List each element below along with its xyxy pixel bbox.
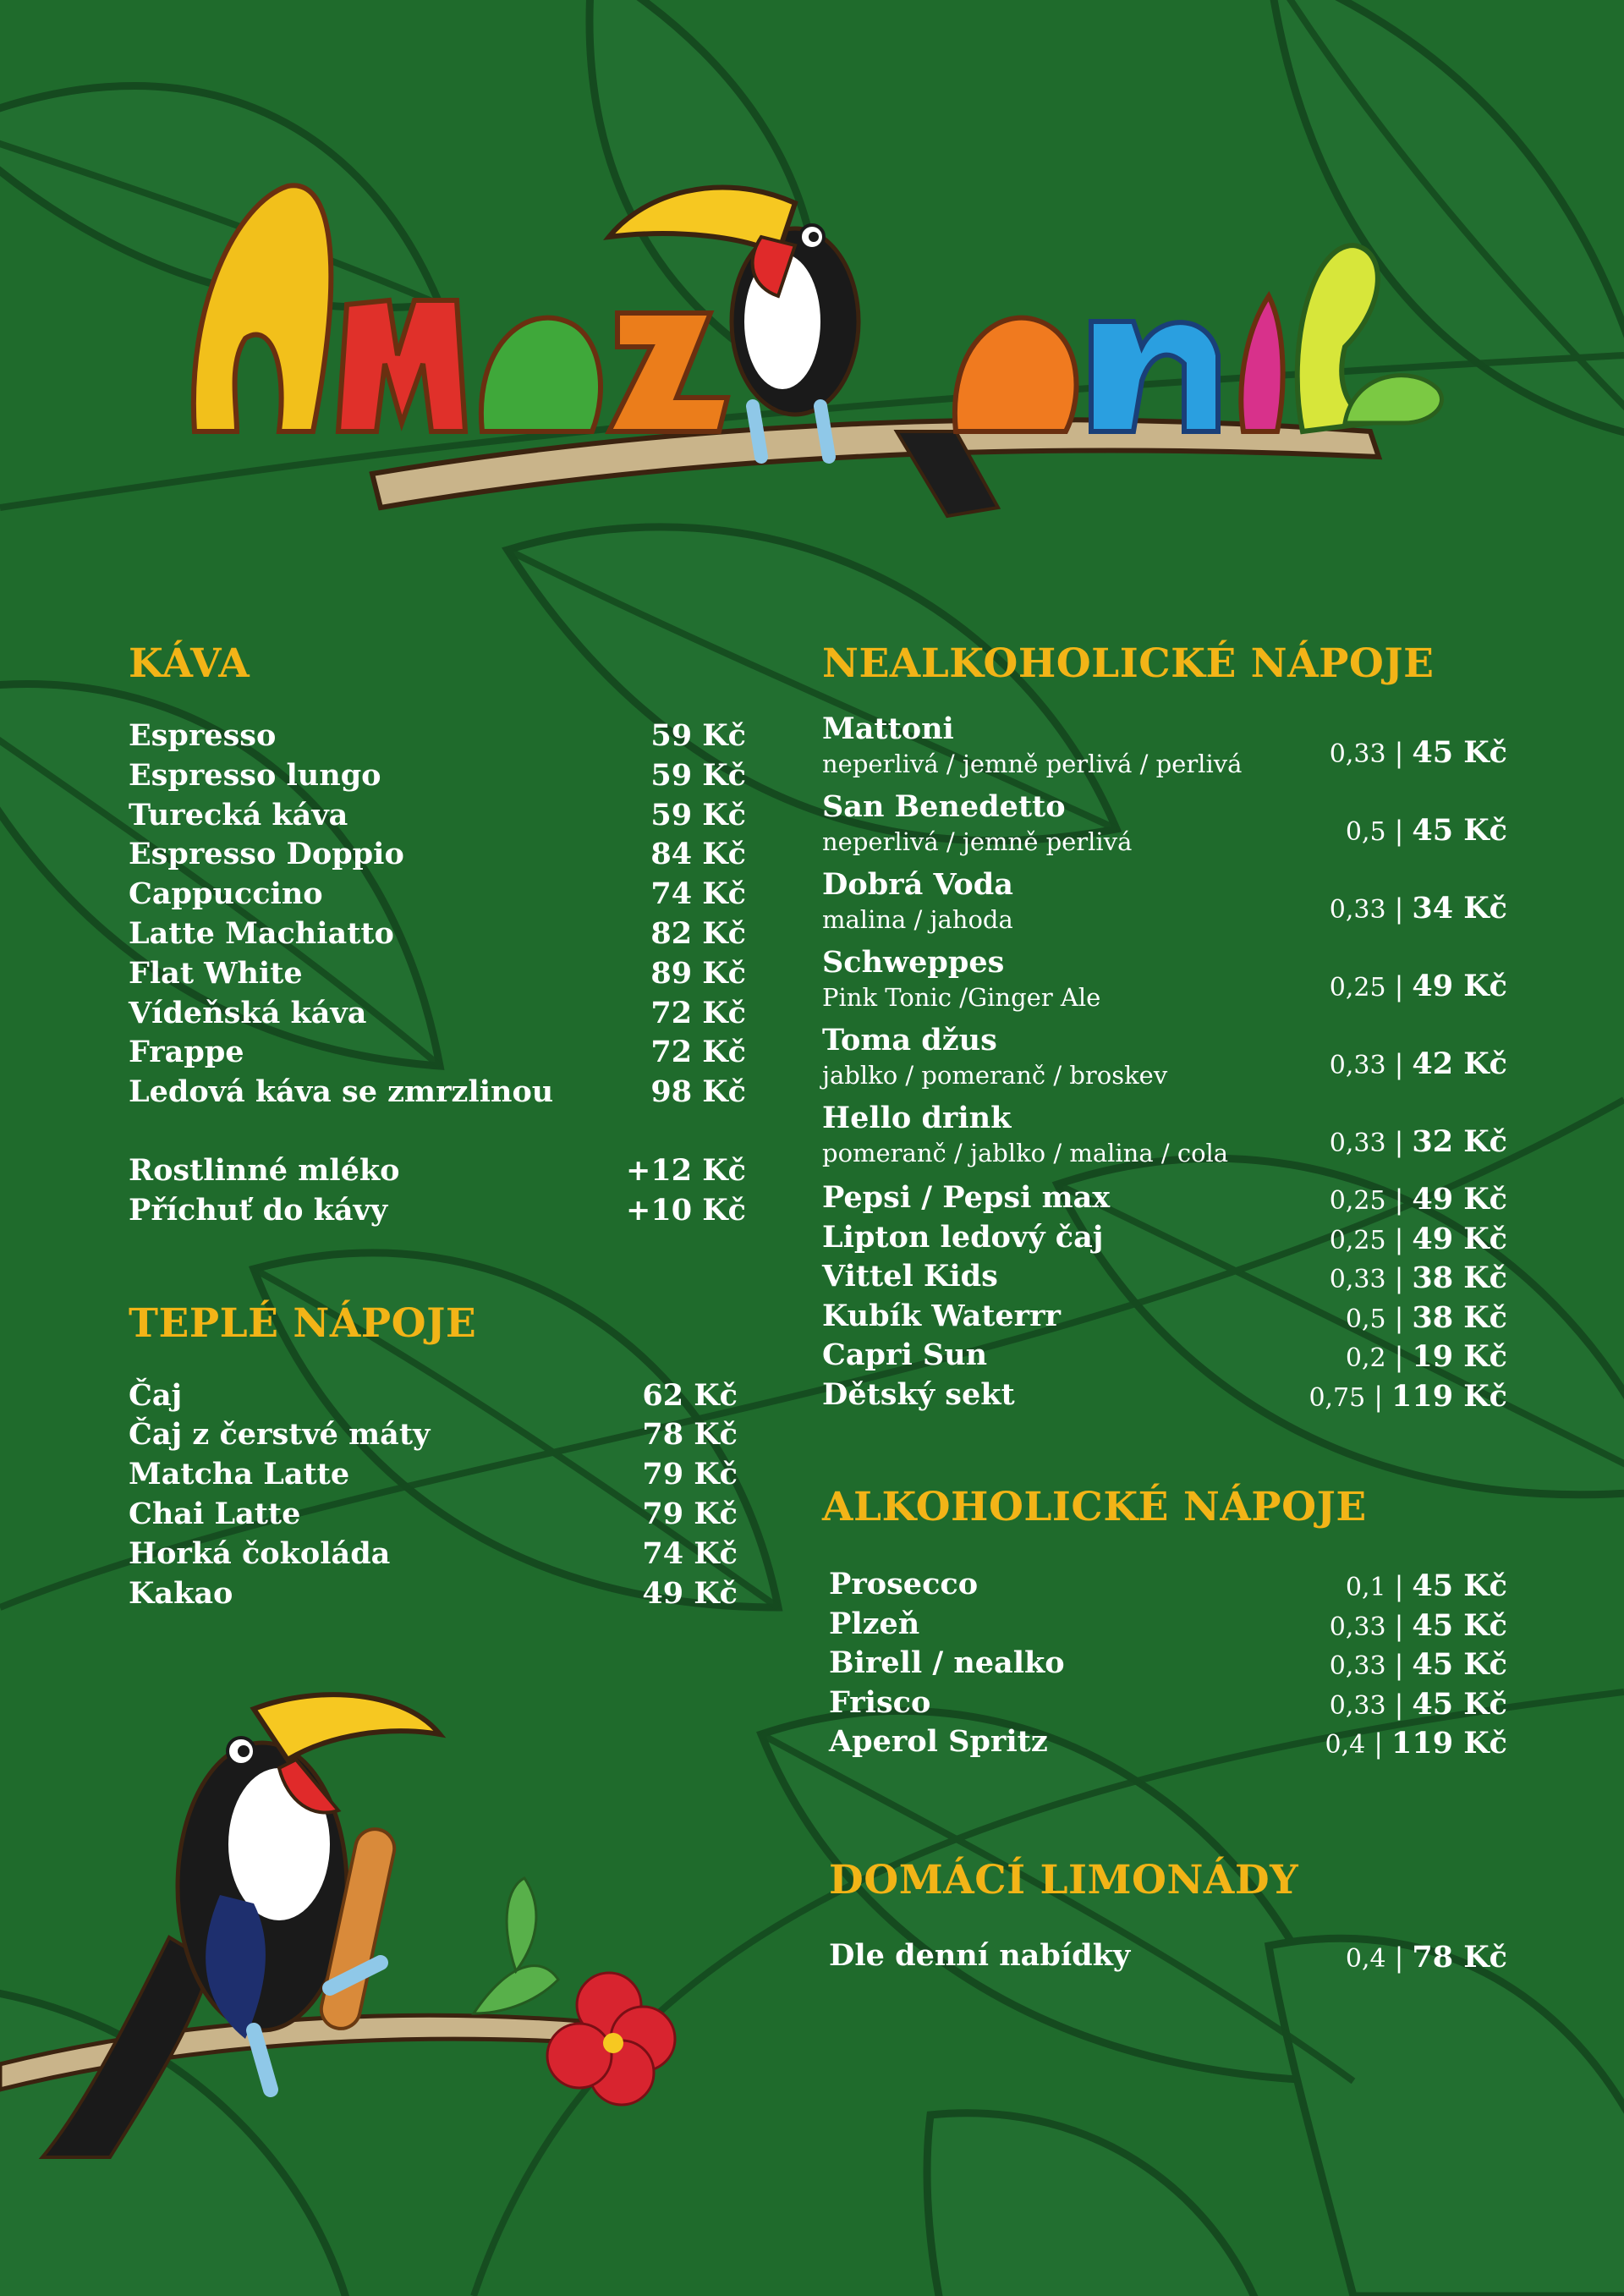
item-price: 78 Kč [642, 1417, 738, 1453]
item-volume: 0,33 [1329, 895, 1386, 925]
toucan-illustration [0, 1684, 710, 2174]
item-price: 78 Kč [1412, 1939, 1507, 1975]
list-item [129, 915, 746, 954]
item-price: 42 Kč [1412, 1046, 1507, 1081]
list-item [829, 1605, 1507, 1645]
separator: | [1394, 1341, 1404, 1373]
item-price: 34 Kč [1412, 891, 1507, 926]
list-item [822, 1376, 1507, 1415]
separator: | [1394, 1301, 1404, 1334]
item-price: 119 Kč [1391, 1726, 1507, 1760]
item-volume: 0,33 [1329, 1265, 1386, 1294]
item-volume: 0,2 [1345, 1343, 1386, 1373]
item-price: 82 Kč [650, 915, 746, 951]
list-item [822, 1178, 1507, 1218]
item-price: 45 Kč [1412, 813, 1507, 848]
list-item [129, 1376, 738, 1416]
item-name: Matcha Latte [129, 1457, 350, 1492]
item-price: 119 Kč [1391, 1378, 1507, 1414]
separator: | [1394, 1941, 1404, 1974]
item-volume-price [1330, 891, 1507, 926]
list-item [822, 945, 1507, 1023]
list-item [822, 1101, 1507, 1178]
item-description: malina / jahoda [822, 905, 1013, 934]
list-item [129, 1073, 746, 1112]
separator: | [1394, 815, 1404, 847]
separator: | [1394, 1048, 1404, 1080]
item-price: 89 Kč [650, 955, 746, 991]
item-volume-price [1330, 1046, 1507, 1081]
item-price: 72 Kč [650, 1035, 746, 1070]
item-name: Lipton ledový čaj [822, 1219, 1104, 1255]
list-item [822, 1023, 1507, 1101]
item-name: Čaj z čerstvé máty [129, 1417, 431, 1453]
item-volume-price [1346, 1936, 1507, 1984]
list-item [129, 1191, 746, 1231]
item-name: Vittel Kids [822, 1259, 998, 1294]
list-item [822, 789, 1507, 867]
list-item [129, 796, 746, 836]
item-price: 79 Kč [642, 1496, 738, 1531]
separator: | [1394, 1570, 1404, 1602]
item-price: 59 Kč [650, 718, 746, 753]
kava-heading: KÁVA [129, 640, 250, 687]
item-name: Turecká káva [129, 797, 348, 832]
item-price: 45 Kč [1412, 735, 1507, 770]
limonady-list [822, 1936, 1507, 1976]
item-volume: 0,1 [1345, 1573, 1386, 1602]
item-volume: 0,33 [1329, 739, 1386, 769]
item-description: Pink Tonic /Ginger Ale [822, 983, 1101, 1012]
nealko-plain-list [822, 1178, 1507, 1414]
item-name: Cappuccino [129, 876, 323, 912]
item-name: Hello drink [822, 1101, 1012, 1135]
item-volume: 0,4 [1345, 1943, 1386, 1974]
separator: | [1394, 737, 1404, 769]
list-item [129, 1033, 746, 1073]
item-description: jablko / pomeranč / broskev [822, 1061, 1168, 1090]
item-price: 45 Kč [1412, 1607, 1507, 1643]
item-name: Horká čokoláda [129, 1535, 391, 1571]
item-description: neperlivá / jemně perlivá [822, 827, 1133, 856]
separator: | [1394, 1126, 1404, 1158]
item-name: Birell / nealko [829, 1645, 1065, 1680]
item-price: 49 Kč [1412, 1182, 1507, 1217]
list-item [129, 954, 746, 994]
list-item [822, 1336, 1507, 1376]
item-price: 45 Kč [1412, 1568, 1507, 1603]
item-name: Frappe [129, 1035, 244, 1070]
separator: | [1394, 1184, 1404, 1216]
item-price: 49 Kč [1412, 969, 1507, 1003]
list-item [129, 1455, 738, 1495]
item-price: 45 Kč [1412, 1647, 1507, 1682]
item-name: Kakao [129, 1575, 233, 1611]
item-price: 49 Kč [642, 1575, 738, 1611]
list-item [129, 835, 746, 875]
list-item [822, 711, 1507, 789]
item-price: 74 Kč [650, 876, 746, 912]
item-price: 49 Kč [1412, 1221, 1507, 1256]
list-item [129, 875, 746, 915]
separator: | [1394, 1262, 1404, 1294]
item-name: Mattoni [822, 711, 954, 746]
list-item [129, 1415, 738, 1455]
list-item [822, 1218, 1507, 1258]
list-item [822, 867, 1507, 945]
item-price: 45 Kč [1412, 1686, 1507, 1722]
teple-heading: TEPLÉ NÁPOJE [129, 1299, 477, 1347]
alko-list [822, 1565, 1507, 1762]
item-name: Frisco [829, 1684, 931, 1720]
separator: | [1394, 893, 1404, 925]
list-item [129, 1574, 738, 1614]
separator: | [1374, 1727, 1384, 1760]
item-description: neperlivá / jemně perlivá / perlivá [822, 750, 1243, 778]
list-item [829, 1936, 1507, 1976]
item-volume: 0,25 [1329, 973, 1386, 1002]
item-description: pomeranč / jablko / malina / cola [822, 1139, 1229, 1167]
item-name: Příchuť do kávy [129, 1192, 388, 1228]
item-name: Prosecco [829, 1567, 979, 1601]
item-volume: 0,25 [1329, 1225, 1386, 1255]
item-volume-price [1330, 969, 1507, 1003]
separator: | [1394, 970, 1404, 1002]
list-item [829, 1565, 1507, 1605]
left-column [129, 639, 746, 1613]
nealko-heading: NEALKOHOLICKÉ NÁPOJE [822, 640, 1435, 687]
list-item [129, 717, 746, 756]
item-name: Kubík Waterrr [822, 1298, 1061, 1333]
item-volume: 0,33 [1329, 1690, 1386, 1721]
item-price: 62 Kč [642, 1377, 738, 1413]
list-item [129, 1151, 746, 1191]
list-item [129, 1495, 738, 1535]
kava-extras-list [129, 1151, 746, 1231]
item-volume: 0,33 [1329, 1612, 1386, 1642]
item-price: 59 Kč [650, 757, 746, 793]
item-volume: 0,33 [1329, 1051, 1386, 1080]
list-item [829, 1644, 1507, 1684]
item-price: 59 Kč [650, 797, 746, 832]
item-name: Dobrá Voda [822, 867, 1013, 902]
item-price: 38 Kč [1412, 1299, 1507, 1335]
item-name: Toma džus [822, 1023, 997, 1057]
item-price: 38 Kč [1412, 1261, 1507, 1295]
list-item [822, 1257, 1507, 1297]
right-column [822, 639, 1507, 1975]
list-item [129, 994, 746, 1034]
limonady-heading: DOMÁCÍ LIMONÁDY [829, 1856, 1299, 1903]
item-name: Plzeň [829, 1606, 920, 1641]
item-name: Schweppes [822, 945, 1005, 980]
separator: | [1374, 1380, 1384, 1413]
item-volume: 0,33 [1329, 1129, 1386, 1158]
item-name: Latte Machiatto [129, 915, 394, 951]
item-price: 84 Kč [650, 837, 746, 872]
item-volume-price [1325, 1722, 1507, 1770]
item-name: Espresso Doppio [129, 837, 404, 872]
item-name: Dětský sekt [822, 1376, 1015, 1412]
amazonie-logo [169, 152, 1455, 541]
item-volume: 0,33 [1329, 1651, 1386, 1681]
list-item [129, 756, 746, 796]
item-name: Capri Sun [822, 1338, 988, 1372]
separator: | [1394, 1222, 1404, 1255]
item-name: Chai Latte [129, 1496, 301, 1531]
item-name: Čaj [129, 1377, 183, 1413]
teple-list [129, 1376, 738, 1614]
item-volume-price [1309, 1376, 1507, 1423]
item-price: 79 Kč [642, 1457, 738, 1492]
item-price: 72 Kč [650, 995, 746, 1030]
item-price: +10 Kč [626, 1192, 746, 1228]
item-name: Vídeňská káva [129, 995, 367, 1030]
list-item [129, 1535, 738, 1574]
item-volume-price [1330, 735, 1507, 770]
item-volume: 0,5 [1345, 817, 1386, 847]
list-item [829, 1684, 1507, 1723]
item-name: Aperol Spritz [829, 1724, 1048, 1759]
item-price: 19 Kč [1412, 1339, 1507, 1374]
item-volume: 0,25 [1329, 1186, 1386, 1216]
item-price: 98 Kč [650, 1074, 746, 1110]
item-volume: 0,75 [1309, 1382, 1366, 1413]
item-name: Espresso [129, 718, 277, 753]
separator: | [1394, 1688, 1404, 1721]
item-volume: 0,4 [1325, 1730, 1366, 1760]
item-price: 32 Kč [1412, 1124, 1507, 1159]
item-price: 74 Kč [642, 1535, 738, 1571]
item-volume-price [1330, 1124, 1507, 1159]
separator: | [1394, 1609, 1404, 1642]
alko-heading: ALKOHOLICKÉ NÁPOJE [822, 1484, 1367, 1530]
item-volume-price [1346, 813, 1507, 848]
list-item [829, 1722, 1507, 1762]
item-price: +12 Kč [626, 1152, 746, 1188]
item-name: Ledová káva se zmrzlinou [129, 1074, 554, 1110]
item-volume: 0,5 [1345, 1304, 1386, 1334]
item-name: Dle denní nabídky [829, 1937, 1131, 1973]
item-name: Pepsi / Pepsi max [822, 1180, 1111, 1215]
item-name: Flat White [129, 955, 303, 991]
item-name: Rostlinné mléko [129, 1152, 400, 1188]
kava-list [129, 717, 746, 1112]
item-name: Espresso lungo [129, 757, 381, 793]
list-item [822, 1297, 1507, 1337]
item-name: San Benedetto [822, 789, 1066, 824]
separator: | [1394, 1649, 1404, 1681]
nealko-list [822, 711, 1507, 1178]
